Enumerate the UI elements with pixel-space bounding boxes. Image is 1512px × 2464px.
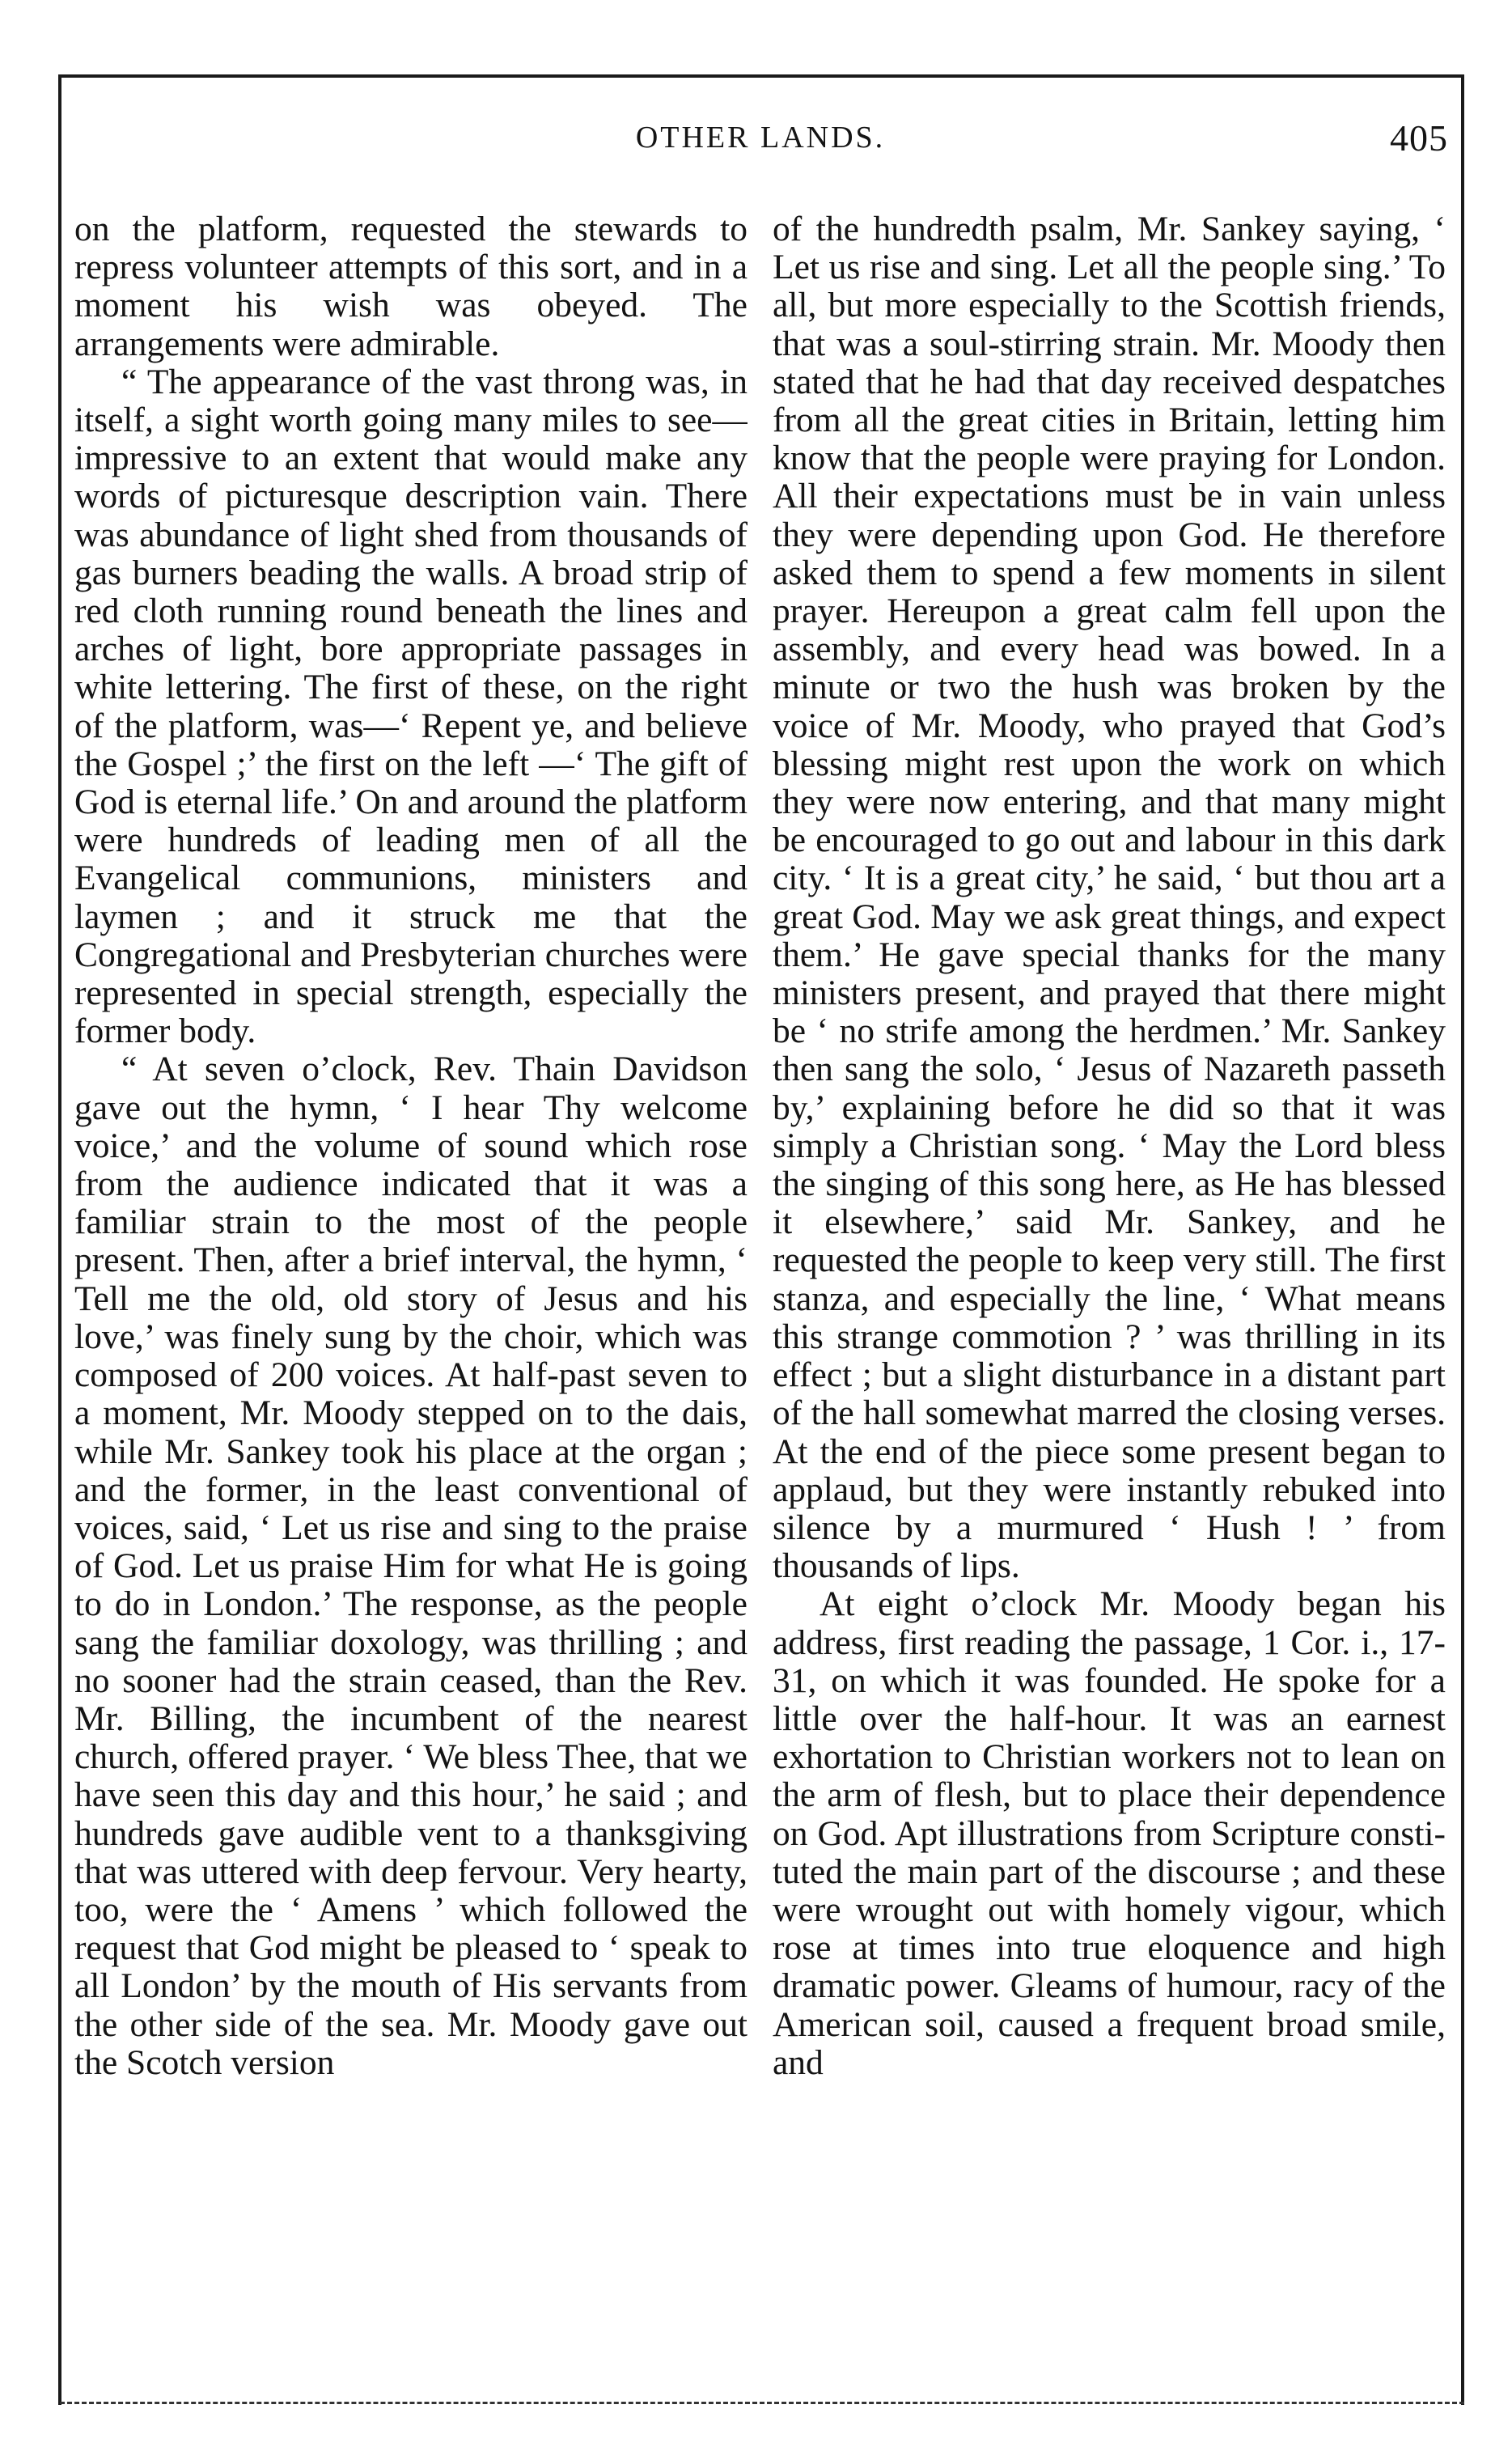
page-number: 405: [1390, 117, 1448, 159]
page-border-top: [60, 74, 1464, 78]
page-border-right: [1461, 74, 1464, 2405]
page-border-left: [58, 74, 61, 2405]
page-header: [73, 117, 1448, 168]
paragraph: “ At seven o’clock, Rev. Thain Davidson gave out the hymn, ‘ I hear Thy welcome voice,’ and the volume of sound which rose from the audience indicated that it was a familiar strain to the most of the people present. Then, after a brief interval, the hymn, ‘ Tell me the old, old story of Jesus and his love,’ was finely sung by the choir, which was composed of 200 voices. At half-past seven to a moment, Mr. Moody stepped on to the dais, while Mr. Sankey took his place at the organ ; and the former, in the least conventional of voices, said, ‘ Let us rise and sing to the praise of God. Let us praise Him for what He is going to do in London.’ The response, as the people sang the familiar doxology, was thrilling ; and no sooner had the strain ceased, than the Rev. Mr. Billing, the incumbent of the nearest church, offered prayer. ‘ We bless Thee, that we have seen this day and this hour,’ he said ; and hundreds gave audible vent to a thanksgiving that was uttered with deep fervour. Very hearty, too, were the ‘ Amens ’ which followed the request that God might be pleased to ‘ speak to all London’ by the mouth of His servants from the other side of the sea. Mr. Moody gave out the Scotch version: [74, 1050, 748, 2082]
left-column: [74, 210, 748, 2371]
right-column: [773, 210, 1446, 2371]
paragraph: of the hundredth psalm, Mr. Sankey saying, ‘ Let us rise and sing. Let all the people sing.’ To all, but more especially to the Scottish friends, that was a soul-stirring strain. Mr. Moody then stated that he had that day received despatches from all the great cities in Britain, letting him know that the people were praying for London. All their expectations must be in vain unless they were depending upon God. He therefore asked them to spend a few moments in silent prayer. Hereupon a great calm fell upon the assembly, and every head was bowed. In a minute or two the hush was broken by the voice of Mr. Moody, who prayed that God’s blessing might rest upon the work on which they were now entering, and that many might be encouraged to go out and labour in this dark city. ‘ It is a great city,’ he said, ‘ but thou art a great God. May we ask great things, and expect them.’ He gave special thanks for the many ministers present, and prayed that there might be ‘ no strife among the herdmen.’ Mr. Sankey then sang the solo, ‘ Jesus of Nazareth passeth by,’ explaining before he did so that it was simply a Christian song. ‘ May the Lord bless the singing of this song here, as He has blessed it elsewhere,’ said Mr. Sankey, and he requested the people to keep very still. The first stanza, and especially the line, ‘ What means this strange commotion ? ’ was thrilling in its effect ; but a slight disturbance in a distant part of the hall somewhat marred the closing verses. At the end of the piece some present began to applaud, but they were instantly rebuked into silence by a murmured ‘ Hush ! ’ from thousands of lips.: [773, 210, 1446, 1586]
paragraph: on the platform, requested the stewards to repress volunteer attempts of this sort, and in a moment his wish was obeyed. The arrangements were admirable.: [74, 210, 748, 363]
running-title: OTHER LANDS.: [635, 121, 886, 155]
page-border-bottom: [60, 2402, 1464, 2404]
paragraph: “ The appearance of the vast throng was, in itself, a sight worth going many miles to see—impressive to an extent that would make any words of picturesque description vain. There was abundance of light shed from thousands of gas burners beading the walls. A broad strip of red cloth running round beneath the lines and arches of light, bore appropriate passages in white lettering. The first of these, on the right of the platform, was—‘ Repent ye, and believe the Gospel ;’ the first on the left —‘ The gift of God is eternal life.’ On and around the platform were hundreds of leading men of all the Evangelical communions, ministers and laymen ; and it struck me that the Congregational and Presbyterian churches were represented in special strength, especially the former body.: [74, 362, 748, 1051]
paragraph: At eight o’clock Mr. Moody began his address, first reading the passage, 1 Cor. i., 17-31, on which it was founded. He spoke for a little over the half-hour. It was an earnest exhortation to Christian workers not to lean on the arm of flesh, but to place their dependence on God. Apt illustrations from Scripture constituted the main part of the discourse ; and these were wrought out with homely vigour, which rose at times into true eloquence and high dramatic power. Gleams of humour, racy of the American soil, caused a frequent broad smile, and: [773, 1584, 1446, 2082]
